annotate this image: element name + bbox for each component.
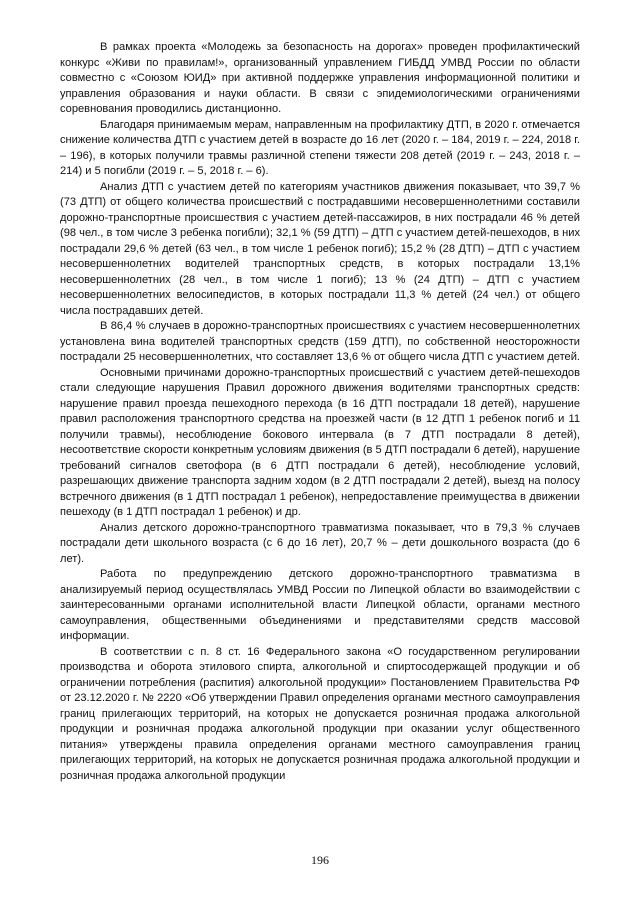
paragraph-age-analysis: Анализ детского дорожно-транспортного травматизма показывает, что в 79,3 % случаев пострадали дети школьного возраста (с 6 до 16 лет), 20,7 % – дети дошкольного возраста (до 6 лет). xyxy=(60,521,580,565)
paragraph-federal-law: В соответствии с п. 8 ст. 16 Федерального закона «О государственном регулировании производства и оборота этилового спирта, алкогольной и спиртосодержащей продукции и об ограничении потребления (распития) алкогольной продукции» Постановлением Правительства РФ от 23.12.2020 г. № 2220 «Об утверждении Правил определения органами местного самоуправления границ прилегающих территорий, на которых не допускается розничная продажа алкогольной продукции и розничная продажа алкогольной продукции при оказании услуг общественного питания» утверждены правила определения органами местного самоуправления границ прилегающих территорий, на которых не допускается розничная продажа алкогольной продукции и розничная продажа алкогольной продукции xyxy=(60,645,580,782)
paragraph-prevention-work: Работа по предупреждению детского дорожно-транспортного травматизма в анализируемый период осуществлялась УМВД России по Липецкой области во взаимодействии с заинтересованными органами исполнительной власти Липецкой области, органами местного самоуправления, общественными объединениями и представителями средств массовой информации. xyxy=(60,568,580,642)
page-number: 196 xyxy=(311,853,329,867)
paragraph-main-causes: Основными причинами дорожно-транспортных происшествий с участием детей-пешеходов стали следующие нарушения Правил дорожного движения водителями транспортных средств: нарушение правил проезда пешеходного перехода (в 16 ДТП пострадали 18 детей), нарушение правил расположения транспортного средства на проезжей части (в 12 ДТП 1 ребенок погиб и 11 получили травмы), несоблюдение бокового интервала (в 7 ДТП пострадали 8 детей), несоответствие скорости конкретным условиям движения (в 5 ДТП пострадали 6 детей), нарушение требований сигналов светофора (в 6 ДТП пострадали 6 детей), несоблюдение условий, разрешающих движение транспорта задним ходом (в 2 ДТП пострадали 2 детей), выезд на полосу встречного движения (в 1 ДТП пострадал 1 ребенок), непредоставление преимущества в движении пешеходу (в 1 ДТП пострадал 1 ребенок) и др. xyxy=(60,366,580,518)
paragraph-participant-categories: Анализ ДТП с участием детей по категориям участников движения показывает, что 39,7 % (73 ДТП) от общего количества происшествий с пострадавшими несовершеннолетними составили дорожно-транспортные происшествия с участием детей-пассажиров, в них пострадали 46 % детей (98 чел., в том числе 3 ребенка погибли); 32,1 % (59 ДТП) – ДТП с участием детей-пешеходов, в них пострадали 29,6 % детей (63 чел., в том числе 1 ребенок погиб); 15,2 % (28 ДТП) – ДТП с участием несовершеннолетних водителей транспортных средств, в которых пострадали 13,1% несовершеннолетних (28 чел., в том числе 1 погиб); 13 % (24 ДТП) – ДТП с участием несовершеннолетних велосипедистов, в которых пострадали 11,3 % детей (24 чел.) от общего числа пострадавших детей. xyxy=(60,180,580,317)
paragraph-project-contest: В рамках проекта «Молодежь за безопасность на дорогах» проведен профилактический конкурс «Живи по правилам!», организованный управлением ГИБДД УМВД России по области совместно с «Союзом ЮИД» при активной поддержке управления информационной политики и управления образования и науки области. В связи с эпидемиологическими ограничениями соревнования проводились дистанционно. xyxy=(60,41,580,115)
document-body xyxy=(60,40,580,784)
paragraph-accident-statistics: Благодаря принимаемым мерам, направленным на профилактику ДТП, в 2020 г. отмечается снижение количества ДТП с участием детей в возрасте до 16 лет (2020 г. – 184, 2019 г. – 224, 2018 г. – 196), в которых получили травмы различной степени тяжести 208 детей (2019 г. – 243, 2018 г. – 214) и 5 погибли (2019 г. – 5, 2018 г. – 6). xyxy=(60,118,580,177)
paragraph-driver-fault: В 86,4 % случаев в дорожно-транспортных происшествиях с участием несовершеннолетних установлена вина водителей транспортных средств (159 ДТП), по собственной неосторожности пострадали 25 несовершеннолетних, что составляет 13,6 % от общего числа ДТП с участием детей. xyxy=(60,320,580,363)
